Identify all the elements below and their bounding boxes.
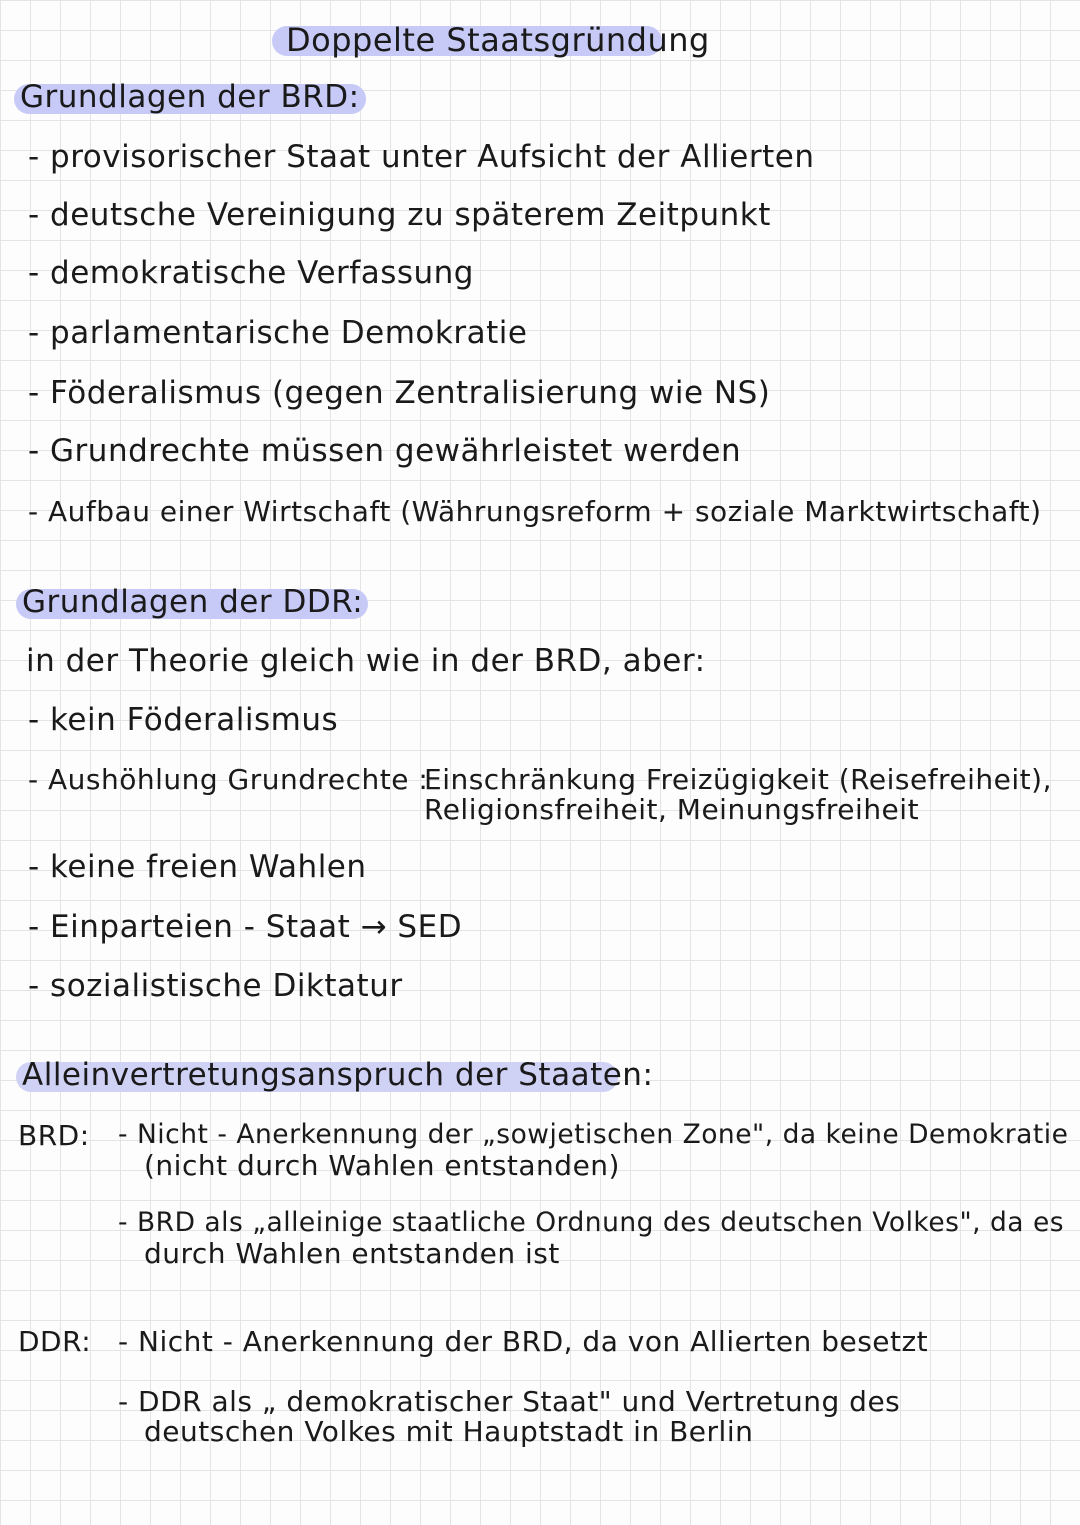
ddr-intro: in der Theorie gleich wie in der BRD, aber: — [26, 643, 706, 679]
brd-item: - Aufbau einer Wirtschaft (Währungsreform + soziale Marktwirtschaft) — [28, 495, 1042, 528]
brd-claim-item-cont: (nicht durch Wahlen entstanden) — [144, 1149, 620, 1182]
ddr-item-label: - Aushöhlung Grundrechte : — [28, 763, 429, 796]
brd-item: - parlamentarische Demokratie — [28, 315, 528, 351]
ddr-heading: Grundlagen der DDR: — [22, 584, 364, 620]
brd-claim-item-cont: durch Wahlen entstanden ist — [144, 1237, 560, 1270]
brd-claim-item: - BRD als „alleinige staatliche Ordnung des deutschen Volkes", da es — [118, 1207, 1065, 1238]
ddr-item: - sozialistische Diktatur — [28, 968, 403, 1004]
ddr-item-detail: Einschränkung Freizügigkeit (Reisefreiheit), — [424, 763, 1052, 796]
ddr-claim-item: - DDR als „ demokratischer Staat" und Vertretung des — [118, 1385, 901, 1418]
claim-heading: Alleinvertretungsanspruch der Staaten: — [22, 1057, 654, 1093]
brd-claim-item: - Nicht - Anerkennung der „sowjetischen Zone", da keine Demokratie — [118, 1119, 1069, 1150]
brd-item: - Grundrechte müssen gewährleistet werden — [28, 433, 742, 469]
brd-claim-label: BRD: — [18, 1119, 90, 1152]
brd-item: - demokratische Verfassung — [28, 255, 474, 291]
brd-item: - deutsche Vereinigung zu späterem Zeitpunkt — [28, 197, 771, 233]
ddr-claim-item-cont: deutschen Volkes mit Hauptstadt in Berlin — [144, 1415, 754, 1448]
brd-heading: Grundlagen der BRD: — [20, 79, 360, 115]
ddr-item: - keine freien Wahlen — [28, 849, 367, 885]
brd-item: - Föderalismus (gegen Zentralisierung wie NS) — [28, 375, 771, 411]
ddr-item: - Einparteien - Staat → SED — [28, 909, 463, 945]
ddr-claim-item: - Nicht - Anerkennung der BRD, da von Allierten besetzt — [118, 1325, 929, 1358]
ddr-claim-label: DDR: — [18, 1325, 92, 1358]
ddr-item-detail: Religionsfreiheit, Meinungsfreiheit — [424, 793, 920, 826]
brd-item: - provisorischer Staat unter Aufsicht der Allierten — [28, 139, 815, 175]
ddr-item: - kein Föderalismus — [28, 702, 339, 738]
page-title: Doppelte Staatsgründung — [286, 21, 710, 59]
